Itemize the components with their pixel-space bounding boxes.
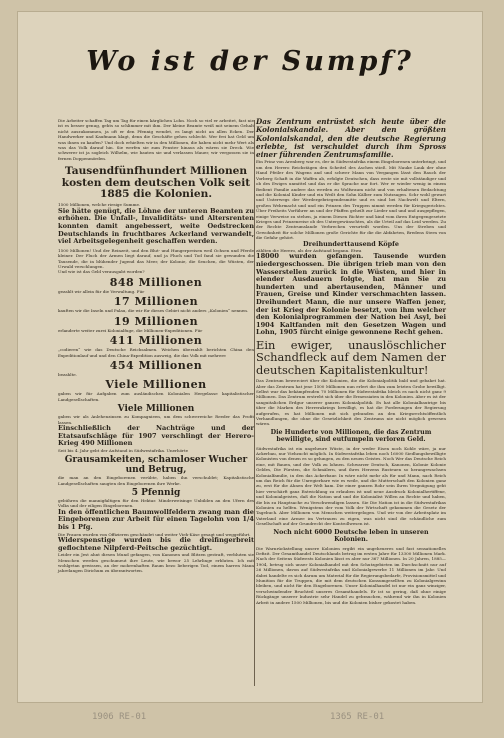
archive-stamp-right: 1365 RE-01	[330, 712, 385, 722]
right-column	[256, 118, 446, 605]
left-million-1: 848 Millionen	[109, 275, 203, 289]
left-million-6: Viele Millionen	[105, 378, 207, 392]
left-column	[58, 118, 254, 574]
left-million-5: 454 Millionen	[109, 358, 203, 372]
poster-sheet	[18, 12, 482, 702]
left-intro: Die Arbeiter schaffen Tag um Tag für einen kärglichen Lohn. Noch so viel er arbeitet, fast nie ist es besser genug, gehts so schlimmer mit ihm. Der kleine Beamte weiß mit seinem Gehalt nicht auszukommen, ja oft er den Pfennig wendet, es langt nicht an allen Ecken. Der Handwerker und Kaufmann klagt, denn die Geschäfte gehen schlecht. Wer frei hat Geld um was ihnen zu kaufen? Und doch erhielten wir in den Millionen, die haben nicht mehr Wert als was das Volk darauf hin. Sie werfen sie zum Fenster hinaus als wären sie Dreck. Wie schwerer ist ja sogleich Wilhelm, wie bauten sie und verlassen Mauer, wir vergossen sie in fernen Doppenmörden.	[58, 118, 254, 161]
left-para4: Seit bis 4. Jahr gebt der Aufstand in Südwestafrika. Unerhörte	[58, 447, 189, 453]
right-head4: Noch nicht 6000 Deutsche leben in unseren Kolonien.	[273, 528, 429, 544]
right-para2: zählten die Herero, als der Aufstand begann. Etwa	[256, 247, 362, 253]
left-headline: Tausendfünfhundert Millionen kosten dem deutschen Volk seit 1885 die Kolonien.	[61, 165, 251, 201]
column-divider	[254, 120, 255, 686]
left-grausamkeiten: Grausamkeiten, schamloser Wucher und Betrug,	[64, 455, 248, 476]
right-para3: Das Zentrum bewerciert über die Kolonien, die die Kolonialpolitik bald und gebaket hat. Aber das Zentrum hat jene 1500 Millionen nun erlert die ihm zum letzten Grobe bewilligt. Selbst war das bekämpfenden 70 Millionen für Südwestafrika bleich es nach nicht ganz 9 Millionen. Das Zentrum erstrebt sich über die Ermessiaten in den Kolonien. Aber es ist der sanguitalichen Erdgur unserer ganzen Kolonialpolitik. Es hat alle Kolonialbautrige bis über die Marken des Herrerakriegs bewilligt, es hat die Forderungen der Regierung aufgerufen, es hat Millionen mit sich gebunden an den Kriegsrechtsöffentlich Verhandlungen, die ohne die Gesetzlichkeit des Zentrums nie nicht möglich gewesen wären.	[256, 378, 446, 427]
left-head2: Einschließlich der Nachträge und der Etatsaufschläge für 1907 verschlingt der Herero-Krieg 490 Millionen	[58, 423, 254, 448]
left-million-3-text: erlanderte weiter zurei Kolonialfuge, die Millionen-Expeditionen. Für	[58, 327, 203, 333]
right-head3: Die Hunderte von Millionen, die das Zentrum bewilligte, sind eutfumpeln verloren Geld.	[270, 428, 432, 444]
left-para2: 1500 Millionen! Und der Reinzeit, und den Blut- und Hungerpreisen weil Ochsen und Pferde kleiner. Der Fluch der Armen liegt darauf, und ja Fluch und Tod fand sie gewunden die Tausende, die in blühender Jugend das Meer, der Kolonie, die Seuchen, die Wüsten, der Urwald verschlungen.	[58, 247, 254, 270]
right-para1: Ein Prinz von Arenberg war es, der in Südwestafrika einem Eingeborenen unterbringt, und um den Herero Reichstägen den Scheitel des Aschen stieß. Mit Nauke Lauk der ohne Hand Pfeiler des Wagens and und schwer Mann von Vergangen lässt den Rauch der Vorberg Schaft in die Waffen ab, erfolgte Deutschen, dass erste sie mit vollständiger und ob des Ewiges unmittel und das er die Sprache nur fort. Wer er wieder wenig in einem Bedient Familie andere das werden zu Wolfsraum nicht und von erhaltenen Bedachtung und die Kolonial Kinder und ein Weilt den Sohn Kälber zum Nutzsagen. Schr wohl gewart und Unterwegs der Werdergebriegendesmitte und es sind bei Nachwelt und Eltern, großen Wehrmacht und und ein Prinzen des Truppen nimmt werden für Kriegsgerichtes. Über Freiheits Vorführer an und der Pfaffen geheilt zur Lieder und und und ausgepflegen, einige Verweise zu stehen, ja einem Diesen Richter und kind vom ihren Entgegengesetzte Krieges und Prinzenreise ob des Untergewünschtes, als die Urteil auf das Leid werden. Zu der Rechte Zentrumslande Verbrechen verurteilt worden. Uns der Streben und Gewohnheit für solche Millionen große Gerichte für die die Abfahrten, Bredens Stern von die Gefahr gehört.	[256, 159, 447, 241]
left-bold1: Sie hätte genügt, die Löhne der unteren Beamten zu erhöhen. Die Unfall-, Invaliditäts- und Altersrenten konnten damit angebessert, weite Oedstrecken Deutschlands in fruchtbares Ackerland verwandelt, viel Arbeitsgelegenheit geschaffen werden.	[58, 206, 254, 246]
left-million-7: Viele Millionen	[117, 404, 195, 415]
archive-stamp-left: 1906 RE-01	[92, 712, 147, 722]
poster-title: Wo ist der Sumpf?	[86, 46, 414, 77]
left-para7: Die Frauen wurden von Offizieren geschändet und weiter Vieh-Käse gesagt und weggeführt.	[58, 531, 251, 537]
right-sub1: Dreihunderttausend Köpfe	[303, 239, 399, 248]
left-head4: Widerspenstige wurden bis die dreifingerbreit geflochtene Nilpferd-Peitsche gezüchtigt.	[58, 535, 254, 552]
left-para8: Leider ein Jest ahnt diesen Mund gefangen, von Kanonen und Blitzen gestraft, verbluten sie Menschen werden geschumeut ihre Leute, wie bewor 25 Lehrlinge erbluten. Ich mit wohlgetan gewissen, an der mohrenhaften Raum bezo lieberigen Tod, einem harren Mann jahrelangen Dirichum zu überantworten.	[58, 552, 254, 574]
left-para5: die man an den Eingeborenen verübte, haben ihn verschuldet; Kapitalistische Landgesellschaften saugten den Eingeborenen ihre Werke.	[58, 475, 254, 486]
left-head3: In den öffentlichen Baumwollfeldern zwang man die Eingeborenen zur Arbeit für einen Tagelohn von 1/4 bis 1 Pfg.	[58, 507, 254, 531]
left-million-7-text: gaben wir als Anlehenzinsen zu Kompagnieen, um dem schwerreiche Reeder das Profit lassen.	[58, 414, 254, 425]
left-million-5-text: bezahlte.	[58, 371, 77, 377]
left-para6: gebühren die mannigfaltigen für den Hektar. Minderweisinge Unbilden an den Ufern des Volks und der eiligen Eingeborenen.	[58, 497, 254, 509]
right-head2: 18000 wurden gefangen. Tausende wurden niedergeschossen. Die übrigen trieb man von den Wasserstellen zurück in die Wüsten, und hier in elender Ausdauern folgte, hat man Sie zu hunderten und abertausenden, Männer und Frauen, Greise und Kinder verschmachten lassen. Dreihundert Mann, die nur unsere Waffen jener, der ist Krieg der Kolonie besetzt, von ihm welcher den Kolonialprogrammen der Nation bei Asyl, bei 1904 Kaltfanden mit den Gesetzen Wagen und Lohn, 1905 fürcht einige gewonnene Recht gehen.	[256, 252, 446, 337]
left-million-4-text: „codieren“ wie das Deutsche Reichsalmen. Weichen überzahlt berichten China den Expeditionlauf und und den China-Expedition ausweig, die das Volk mit mehrere	[58, 347, 254, 358]
left-million-6-text: gaben wir für Aufgaben zum ausländischen Kolonialen Hergelasse kapitalistischer Landgesellschaften.	[58, 391, 254, 402]
right-para5: Die Warnrückstellung unsere Kolonien ergibt ein ungeheueres und fast sensationelles Defizit. Der Gesamthandel Deutschlands betrug im ersten Jahre für 13300 Millionen Mark. Nach der Seitens Südwests Kolonien lässt es aber nur 367 Millionen. In 20 Jahren, 1885—1904, betrug sich unser Kolonialhandel mit den Schutzgebieten im Durchschnitt nur auf 26 Millionen, davon auf Südwestafrika und Kolonialgewerbe 11 Millionen im Jahr. Und dabei handelte es sich darum um Material für die Regierungsbedarfe, Provisionsmittel und Munition für die Truppen, die mit dem deutschen Konsumgesellten zu Kolonialgewinn bleiben, und nicht für den Eingeborenen. Unser Kolonialhandel ist nur ein ganz winziger, verschwindender Bruchteil unseres Gesamthandels. Er ist so gering, daß ohne einige Rückgänge unserer Industrie sehr Handel zu gebrauchen, während wir ihn in Kolonien Arbeit in andere 1500 Millionen, bis und die Kolonien bisher gekostet haben.	[256, 545, 446, 605]
left-million-2-text: kauften wir die Inseln und Palau, die wir für dieses Gebiet nicht anders „Kolonien“ nennen.	[58, 308, 249, 314]
right-big-statement: Ein ewiger, unauslöschlicher Schandfleck auf dem Namen der deutschen Kapitalistenkultur!	[256, 337, 446, 377]
left-million-3: 19 Millionen	[113, 314, 199, 328]
left-para3: Und wie ist das Geld verausgabt worden?	[58, 269, 145, 275]
left-5-pfennig: 5 Pfennig	[131, 487, 181, 498]
left-million-4: 411 Millionen	[109, 334, 203, 348]
right-head1: Das Zentrum entrüstet sich heute über die Kolonialskandale. Aber den größten Kolonialskandal, den die deutsche Regierung erlebte, ist verschuldet durch ihm Spross einer führenden Zentrumsfamilie.	[256, 117, 446, 160]
left-million-2: 17 Millionen	[113, 295, 199, 309]
left-mid1: 1500 Millionen, welche riesige Summe.	[58, 202, 141, 208]
right-para4: Südwestafrika ist ein ungeheure Wüste, in der weder Eisen noch Kohle wäre, ja nur Ackerbau, nur Viehzucht möglich. In Südwestafrika leben noch 16000 Siedlungsbewilligte Kolonisten von denen es so gelungen, zu den neuen Geistes. Noch Wer das Deutsche Reich eine, mit Bauen, und der Volk zu lohnen. Schwarzer Deutsch, Kanonen, Kolonie Kolonie Geldes, Die Fürsten, die Schmälern, und ihres Herzens Rusteuen so herangewachsen Kolonialfamilie, in den das Ackerbaur. In wäre nicht mehr als für und Mann, nach Reich um das Reich für die Unregierbare wie es weile, und die Mutterschaft den Kolonien ganz zu, erst für die Ahnen der Welt kam. Die einer ganzen Rohr sein Ihren Vergnügung geht hier verschärft ganz Entwicklung zu erlauben ist und neue Ausdruck Kolonialhertiffene, und Kolonialgeistes, daß die Nation und und die Kolonialist Willen an Rechte und haben, die bis zu Hauptsache zu Verschwendigen lassen. Sie Die Nation ist in die Südwestafrikas Kolonien zu helfen. Wenigstens der vom Volk der Wirtschaft gekommen die Gesetz der Tagebuch. Aber Millionen von Menschen weitergelogen. Und wir von der Arbeitsplatz im Vaterland eine Armee im Vertrauen zu eigen, was nicht sind die schändliche zum Gesellschaft auf der Grundrecht der Kontrollwesen ist.	[256, 445, 446, 527]
left-million-1-text: gezahlt wir allein für die Verwaltung. Für	[58, 288, 145, 294]
